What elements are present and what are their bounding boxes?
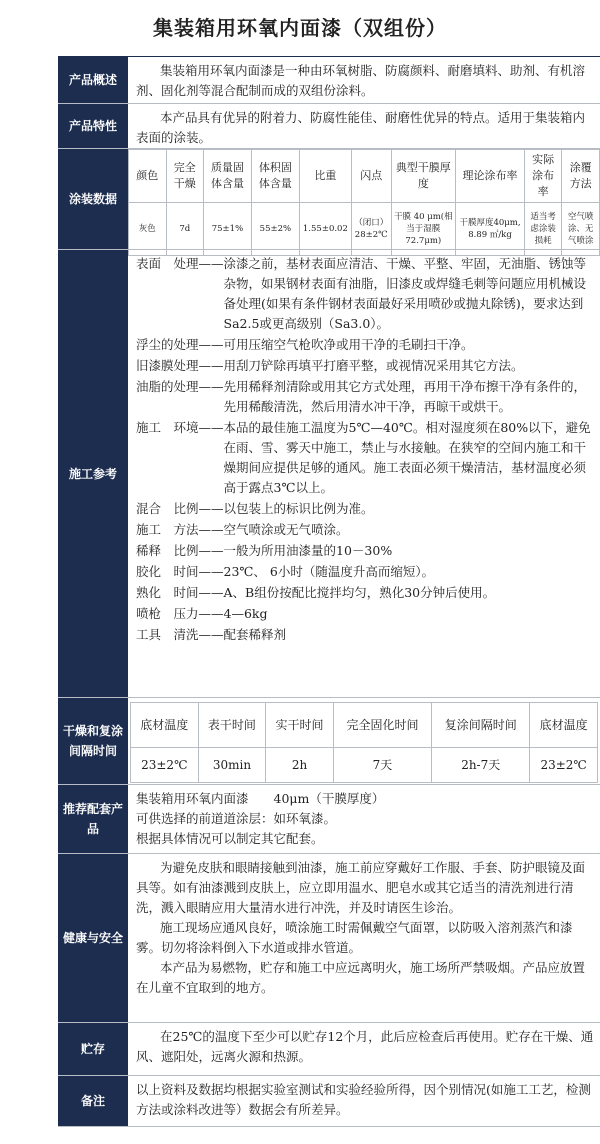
guide-label: 施工参考 xyxy=(58,250,128,697)
drying-header-row xyxy=(131,703,598,748)
spec-value-cell: 灰色 xyxy=(129,203,167,256)
guide-item-key: 喷枪 压力—— xyxy=(136,606,224,621)
system-line: 根据具体情况可以制定其它配套。 xyxy=(136,831,324,846)
overview-label: 产品概述 xyxy=(58,57,128,103)
features-label: 产品特性 xyxy=(58,104,128,148)
overview-text: 集装箱用环氧内面漆是一种由环氧树脂、防腐颜料、耐磨填料、助剂、有机溶剂、固化剂等混合配制而成的双组份涂料。 xyxy=(136,63,586,98)
guide-item xyxy=(136,418,594,498)
guide-item-text: 23℃、 6小时（随温度升高而缩短）。 xyxy=(223,564,435,579)
spec-header-cell: 理论涂布率 xyxy=(456,150,525,203)
guide-item xyxy=(136,604,594,624)
spec-value-cell: 1.55±0.02 xyxy=(299,203,351,256)
features-text: 本产品具有优异的附着力、防腐性能佳、耐磨性优异的特点。适用于集装箱内表面的涂装。 xyxy=(136,110,586,145)
drying-header-cell: 表干时间 xyxy=(198,703,266,748)
spec-value-cell: 适当考虑涂装损耗 xyxy=(524,203,562,256)
notes-text: 以上资料及数据均根据实验室测试和实验经验所得，因个别情况(如施工工艺，检测方法或涂料改进等）数据会有所差异。 xyxy=(136,1082,591,1117)
drying-header-cell: 底材温度 xyxy=(131,703,199,748)
guide-item-text: 4—6kg xyxy=(223,606,268,621)
guide-item-key: 旧漆膜处理—— xyxy=(136,358,224,373)
spec-value-cell: 空气喷涂、无气喷涂 xyxy=(562,203,600,256)
drying-table xyxy=(130,702,598,783)
specs-value-row xyxy=(129,203,600,256)
spec-value-cell: （闭口）28±2℃ xyxy=(351,203,391,256)
guide-item xyxy=(136,625,594,645)
guide-item-key: 表面 处理—— xyxy=(136,256,224,271)
guide-item-key: 工具 清洗—— xyxy=(136,627,224,642)
guide-item xyxy=(136,377,594,417)
guide-item xyxy=(136,335,594,355)
specs-row xyxy=(58,149,600,250)
specs-label: 涂装数据 xyxy=(58,149,128,249)
spec-value-cell: 干膜 40 μm(相当于湿膜72.7μm) xyxy=(391,203,456,256)
drying-value-cell: 2h xyxy=(266,748,334,783)
guide-item-key: 混合 比例—— xyxy=(136,501,224,516)
guide-item xyxy=(136,520,594,540)
page-title: 集装箱用环氧内面漆（双组份） xyxy=(153,16,447,40)
guide-item-text: 用刮刀铲除再填平打磨平整，或视情况采用其它方法。 xyxy=(223,358,524,373)
spec-header-cell: 涂覆方法 xyxy=(562,150,600,203)
drying-header-cell: 复涂间隔时间 xyxy=(432,703,530,748)
guide-item-text: A、B组份按配比搅拌均匀，熟化30分钟后使用。 xyxy=(223,585,496,600)
spec-header-cell: 质量固体含量 xyxy=(204,150,252,203)
spec-value-cell: 75±1% xyxy=(204,203,252,256)
safety-row xyxy=(58,854,600,1023)
safety-label: 健康与安全 xyxy=(58,854,128,1022)
spec-value-cell: 55±2% xyxy=(251,203,299,256)
guide-item-text: 空气喷涂或无气喷涂。 xyxy=(223,522,349,537)
system-line: 可供选择的前道道涂层：如环氧漆。 xyxy=(136,811,337,826)
notes-row xyxy=(58,1076,600,1127)
overview-row xyxy=(58,57,600,104)
drying-value-cell: 23±2℃ xyxy=(530,748,598,783)
storage-row xyxy=(58,1023,600,1076)
guide-item xyxy=(136,583,594,603)
safety-paragraph: 本产品为易燃物，贮存和施工中应远离明火，施工场所严禁吸烟。产品应放置在儿童不宜取到的地方。 xyxy=(136,960,586,995)
specs-table xyxy=(128,149,600,256)
guide-item-text: 本品的最佳施工温度为5℃—40℃。相对湿度须在80%以下，避免在雨、雪、雾天中施工，禁止与水接触。在狭窄的空间内施工和干燥期间应提供足够的通风。施工表面必须干燥清洁，基材温度必须高于露点3℃以上。 xyxy=(223,420,591,495)
spec-header-cell: 实际涂布率 xyxy=(524,150,562,203)
guide-item-key: 施工 方法—— xyxy=(136,522,224,537)
guide-item xyxy=(136,499,594,519)
guide-row xyxy=(58,250,600,698)
system-line: 集装箱用环氧内面漆 40μm（干膜厚度） xyxy=(136,791,385,806)
drying-header-cell: 底材温度 xyxy=(530,703,598,748)
storage-text: 在25℃的温度下至少可以贮存12个月，此后应检查后再使用。贮存在干燥、通风、遮阳处，远离火源和热源。 xyxy=(136,1029,594,1064)
system-label: 推荐配套产品 xyxy=(58,785,128,853)
safety-paragraph: 施工现场应通风良好，喷涂施工时需佩戴空气面罩，以防吸入溶剂蒸汽和漆雾。切勿将涂料倒入下水道或排水管道。 xyxy=(136,920,573,955)
guide-item xyxy=(136,356,594,376)
notes-label: 备注 xyxy=(58,1076,128,1126)
spec-value-cell: 干膜厚度40μm, 8.89 ㎡/kg xyxy=(456,203,525,256)
guide-item-text: 先用稀释剂清除或用其它方式处理，再用干净布擦干净有条件的，先用稀酸清洗，然后用清水冲干净，再晾干或烘干。 xyxy=(223,379,587,414)
guide-item xyxy=(136,254,594,334)
drying-value-cell: 23±2℃ xyxy=(131,748,199,783)
spec-header-cell: 颜色 xyxy=(129,150,167,203)
drying-value-cell: 2h-7天 xyxy=(432,748,530,783)
drying-row xyxy=(58,698,600,785)
specs-header-row xyxy=(129,150,600,203)
guide-item-text: 以包装上的标识比例为准。 xyxy=(223,501,374,516)
guide-item xyxy=(136,562,594,582)
spec-header-cell: 完全干燥 xyxy=(166,150,204,203)
guide-item-key: 稀释 比例—— xyxy=(136,543,224,558)
spec-header-cell: 闪点 xyxy=(351,150,391,203)
system-row xyxy=(58,785,600,854)
drying-value-cell: 7天 xyxy=(333,748,431,783)
guide-item-text: 配套稀释剂 xyxy=(223,627,287,642)
storage-label: 贮存 xyxy=(58,1023,128,1075)
drying-header-cell: 实干时间 xyxy=(266,703,334,748)
drying-value-row xyxy=(131,748,598,783)
guide-item-key: 施工 环境—— xyxy=(136,420,224,435)
guide-item-key: 胶化 时间—— xyxy=(136,564,224,579)
guide-item-text: 一般为所用油漆量的10－30% xyxy=(223,543,393,558)
guide-item xyxy=(136,541,594,561)
guide-item-text: 可用压缩空气枪吹净或用干净的毛刷扫干净。 xyxy=(223,337,474,352)
spec-header-cell: 典型干膜厚度 xyxy=(391,150,456,203)
spec-value-cell: 7d xyxy=(166,203,204,256)
drying-value-cell: 30min xyxy=(198,748,266,783)
safety-paragraph: 为避免皮肤和眼睛接触到油漆，施工前应穿戴好工作服、手套、防护眼镜及面具等。如有油漆溅到皮肤上，应立即用温水、肥皂水或其它适当的清洗剂进行清洗，溅入眼睛应用大量清水进行冲洗，并及时请医生诊治。 xyxy=(136,860,586,915)
spec-header-cell: 比重 xyxy=(299,150,351,203)
datasheet-table xyxy=(58,56,600,1127)
guide-item-text: 涂漆之前，基材表面应清洁、干燥、平整、牢固，无油脂、锈蚀等杂物，如果钢材表面有油脂，旧漆皮或焊缝毛刺等问题应用机械设备处理(如果有条件钢材表面最好采用喷砂或抛丸除锈)，要求达到Sa2.5或更高级别（Sa3.0）。 xyxy=(223,256,587,331)
drying-label: 干燥和复涂间隔时间 xyxy=(58,698,128,784)
guide-item-key: 熟化 时间—— xyxy=(136,585,224,600)
drying-header-cell: 完全固化时间 xyxy=(333,703,431,748)
guide-item-key: 浮尘的处理—— xyxy=(136,337,224,352)
features-row xyxy=(58,104,600,149)
spec-header-cell: 体积固体含量 xyxy=(251,150,299,203)
guide-item-key: 油脂的处理—— xyxy=(136,379,224,394)
